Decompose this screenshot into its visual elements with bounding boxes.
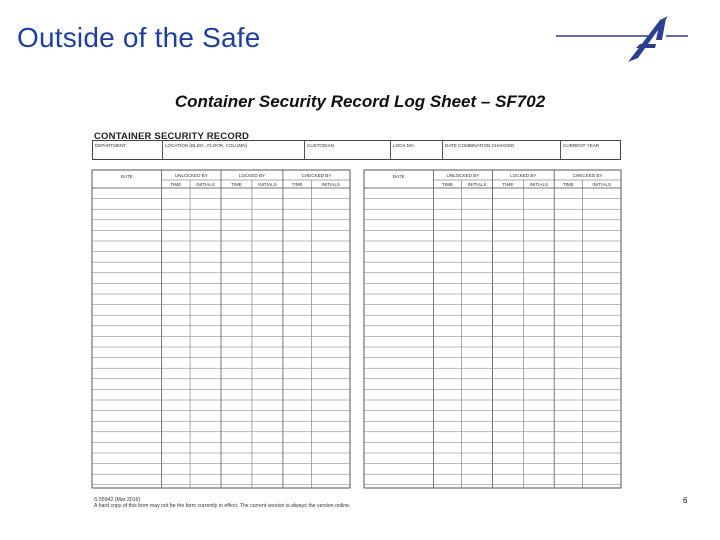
right-log-table-locked-by-header: LOCKED BY [510,173,537,178]
left-log-table-initials-header: INITIALS [196,182,215,187]
right-log-table-time-header: TIME [502,182,514,187]
sf702-form-image [90,128,623,498]
log-tables [90,166,623,492]
header-field-lock-no: LOCK NO. [391,141,443,159]
left-log-table-time-header: TIME [230,182,242,187]
header-field-department: DEPARTMENT [93,141,163,159]
left-log-table-date-header: DATE [120,174,133,179]
left-log-table-initials-header: INITIALS [321,182,340,187]
header-field-custodian: CUSTODIAN [305,141,391,159]
form-disclaimer: A hard copy of this form may not be the form currently in effect. The current version is always the version online. [94,503,351,509]
left-log-table-locked-by-header: LOCKED BY [238,173,266,178]
header-field-date-combination-changed: DATE COMBINATION CHANGED [443,141,561,159]
left-log-table-unlocked-by-header: UNLOCKED BY [174,173,208,178]
slide-title: Outside of the Safe [17,22,261,53]
right-log-table-time-header: TIME [562,182,574,187]
left-log-table-initials-header: INITIALS [258,182,277,187]
header-field-current-year: CURRENT YEAR [563,143,600,148]
slide-subtitle: Container Security Record Log Sheet – SF702 [174,92,546,111]
right-log-table-initials-header: INITIALS [592,182,612,187]
right-log-table-initials-header: INITIALS [529,182,549,187]
company-logo [556,14,688,66]
form-footer [94,497,394,509]
form-title: CONTAINER SECURITY RECORD [94,131,250,142]
right-log-table-date-header: DATE [392,174,405,179]
right-log-table-initials-header: INITIALS [467,182,487,187]
left-log-table-checked-by-header: CHECKED BY [301,173,332,178]
right-log-table-checked-by-header: CHECKED BY [572,173,603,178]
form-number: S 55942 (Mar 2016) [94,497,141,503]
page-number: 6 [683,496,688,505]
header-field-location: LOCATION (BLDG., FLOOR, COLUMN) [163,141,305,159]
left-log-table-time-header: TIME [170,182,182,187]
left-log-table-time-header: TIME [291,182,303,187]
right-log-table-unlocked-by-header: UNLOCKED BY [446,173,480,178]
form-header-fields [92,140,621,160]
right-log-table-time-header: TIME [442,182,454,187]
